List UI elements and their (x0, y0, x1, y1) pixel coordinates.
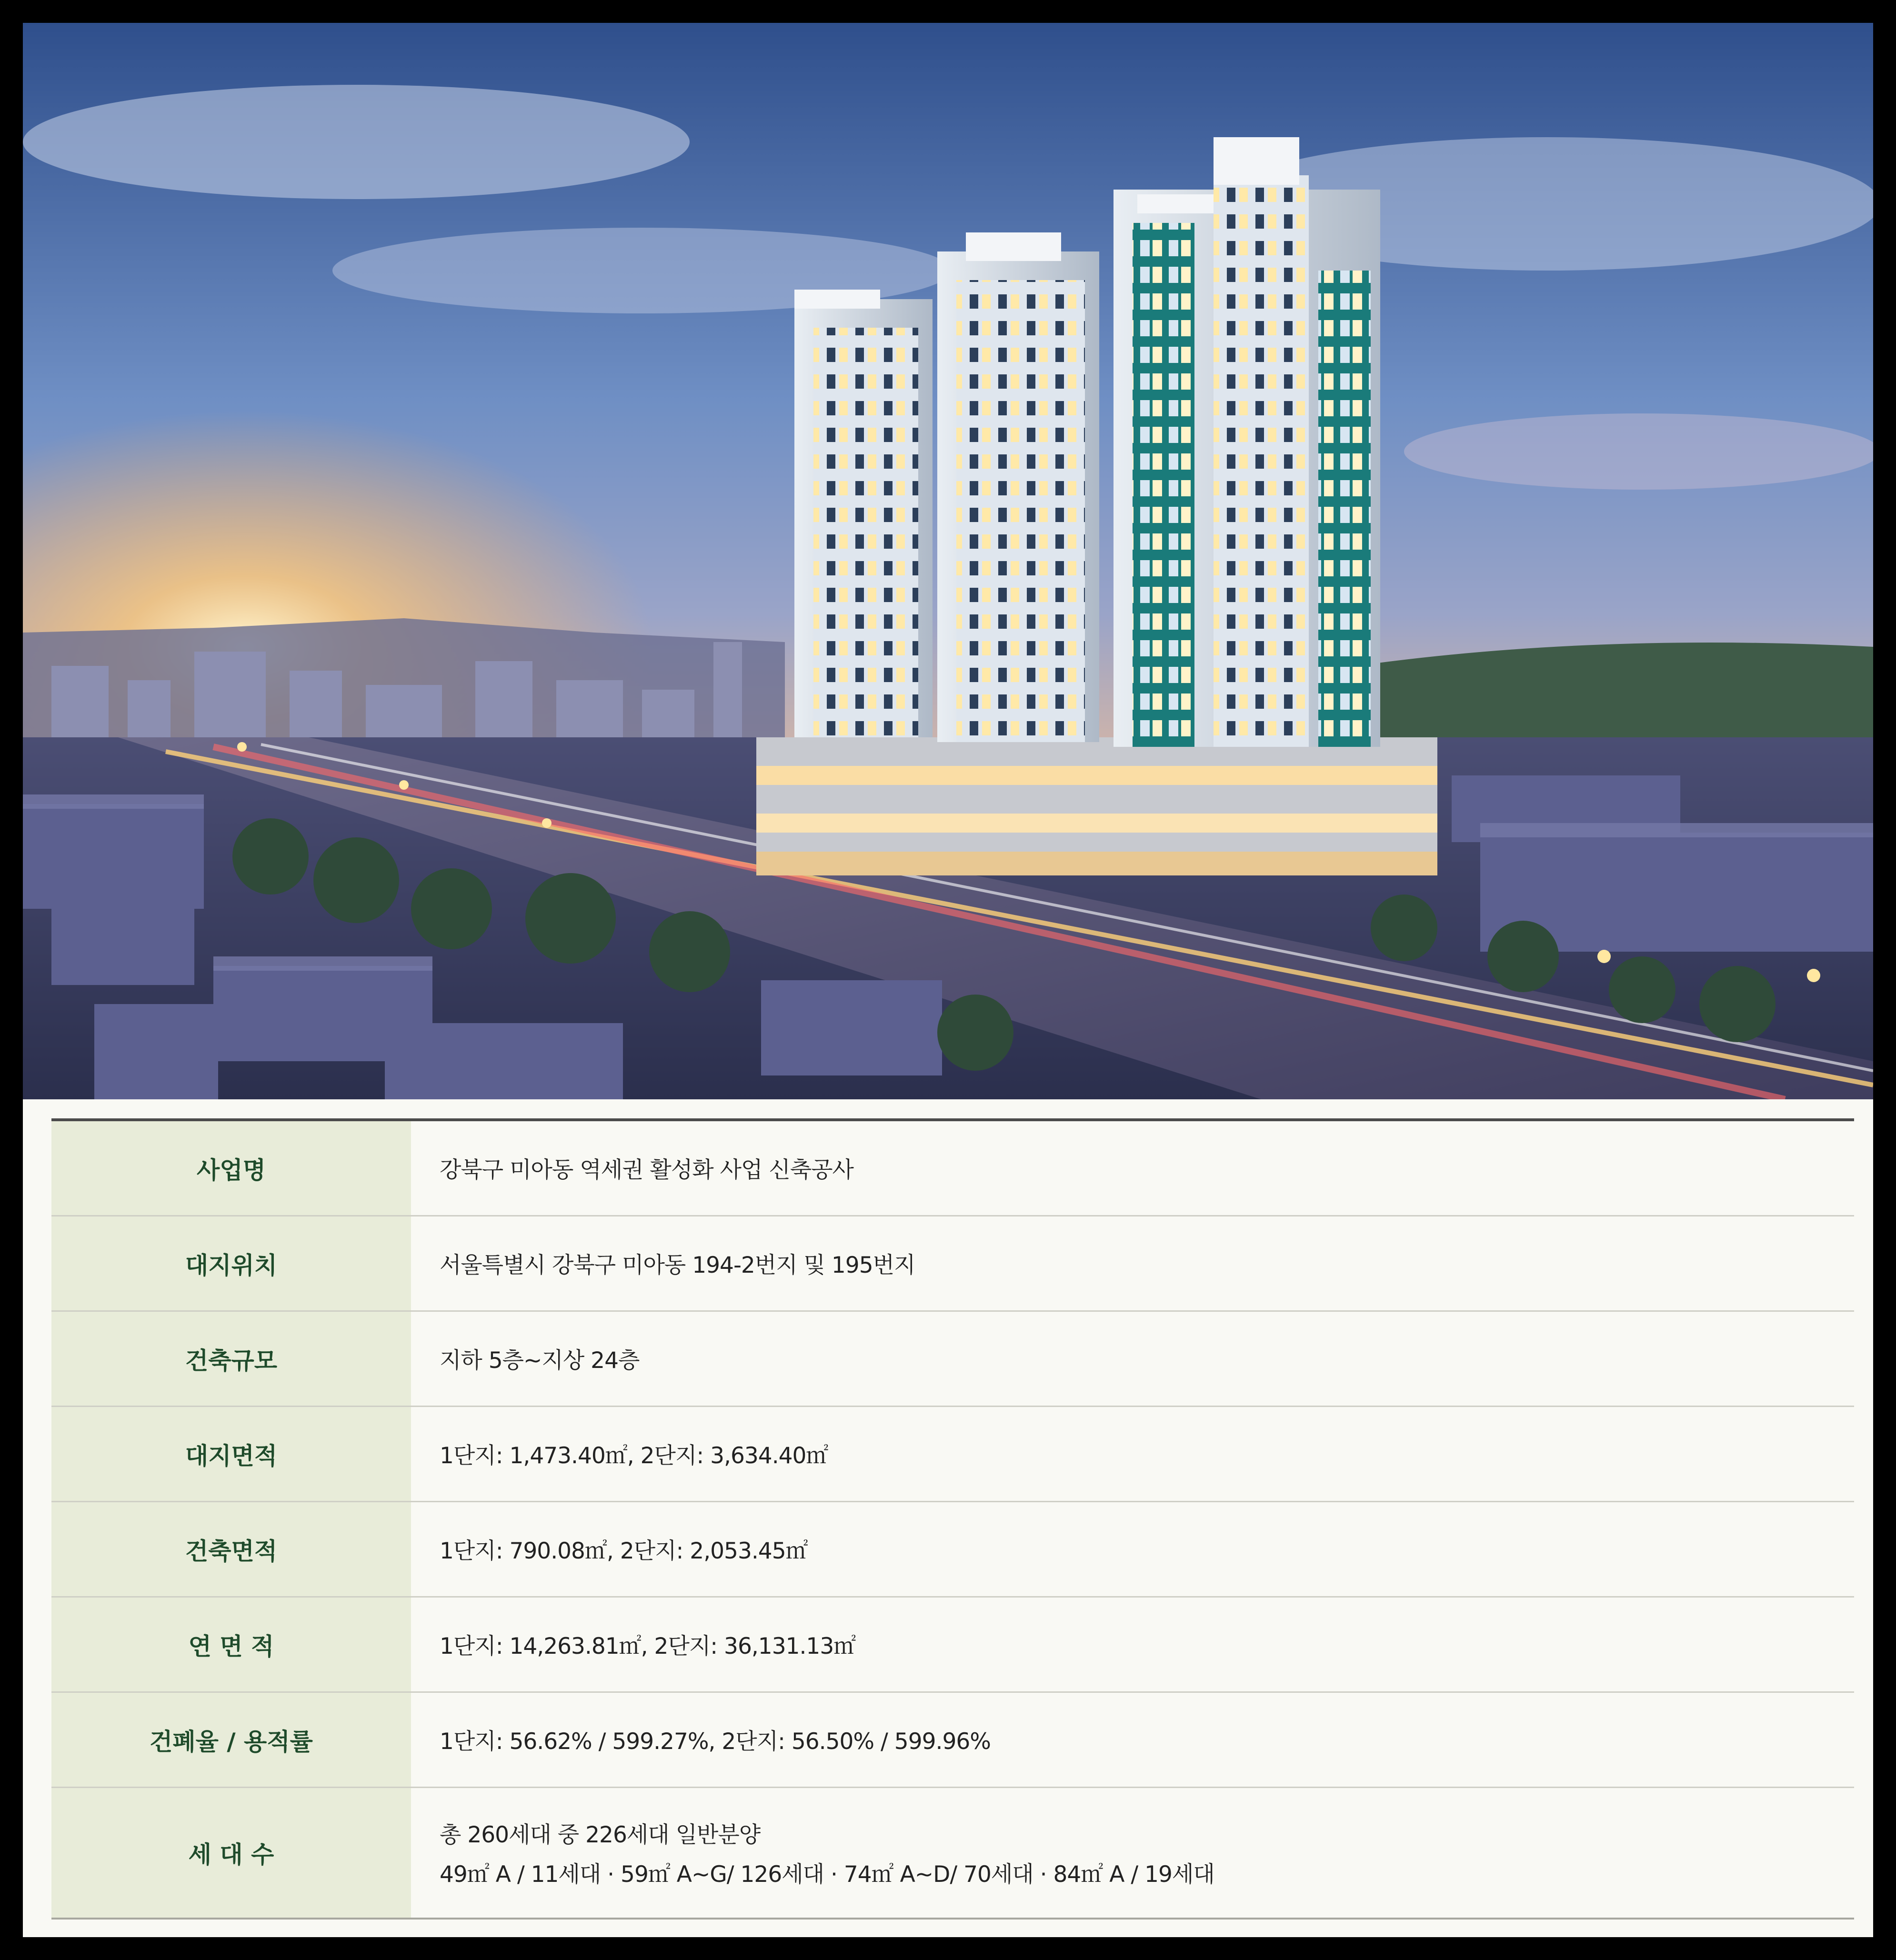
row-label: 건축면적 (51, 1502, 411, 1596)
row-value (411, 1216, 1854, 1310)
table-row (51, 1312, 1854, 1407)
page-frame (23, 23, 1873, 1937)
row-value (411, 1407, 1854, 1501)
row-value-text: 1단지: 14,263.81㎡, 2단지: 36,131.13㎡ (440, 1633, 856, 1659)
table-row (51, 1693, 1854, 1788)
project-info-table (51, 1118, 1854, 1920)
row-value-text: 1단지: 56.62% / 599.27%, 2단지: 56.50% / 599.96% (440, 1729, 991, 1755)
row-label: 사업명 (51, 1121, 411, 1215)
table-row (51, 1502, 1854, 1598)
row-label: 세 대 수 (51, 1788, 411, 1918)
row-value-text: 서울특별시 강북구 미아동 194-2번지 및 195번지 (440, 1252, 915, 1278)
table-row (51, 1216, 1854, 1312)
row-value-text-secondary: 49㎡ A / 11세대 · 59㎡ A~G/ 126세대 · 74㎡ A~D/ 70세대 · 84㎡ A / 19세대 (440, 1861, 1214, 1888)
table-row (51, 1598, 1854, 1693)
row-value-text: 지하 5층~지상 24층 (440, 1347, 640, 1374)
table-row (51, 1121, 1854, 1216)
row-value-text: 1단지: 790.08㎡, 2단지: 2,053.45㎡ (440, 1538, 808, 1564)
row-value (411, 1788, 1854, 1918)
row-value (411, 1598, 1854, 1691)
row-label: 대지위치 (51, 1216, 411, 1310)
row-value (411, 1693, 1854, 1787)
table-row (51, 1407, 1854, 1502)
row-value (411, 1502, 1854, 1596)
row-value (411, 1312, 1854, 1406)
table-row (51, 1788, 1854, 1920)
row-value-text: 총 260세대 중 226세대 일반분양 (440, 1822, 761, 1848)
row-label: 대지면적 (51, 1407, 411, 1501)
row-label: 건폐율 / 용적률 (51, 1693, 411, 1787)
row-value (411, 1121, 1854, 1215)
row-label: 연 면 적 (51, 1598, 411, 1691)
row-value-text: 1단지: 1,473.40㎡, 2단지: 3,634.40㎡ (440, 1443, 828, 1469)
row-label: 건축규모 (51, 1312, 411, 1406)
row-value-text: 강북구 미아동 역세권 활성화 사업 신축공사 (440, 1157, 853, 1183)
apartment-rendering-image (23, 23, 1873, 1099)
